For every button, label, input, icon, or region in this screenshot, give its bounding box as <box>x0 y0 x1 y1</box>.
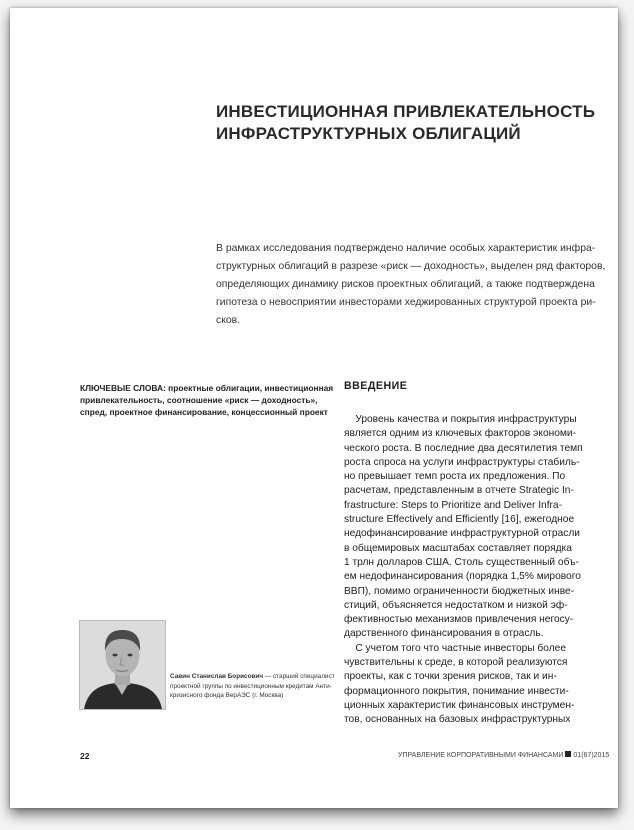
body-line: проекты, как с точки зрения рисков, так и ин- <box>344 671 557 683</box>
body-line: но превышает темп роста их предложения. По <box>344 471 566 483</box>
author-photo <box>79 620 166 710</box>
keywords-line: привлекательность, соотношение «риск — доходность», <box>80 395 318 405</box>
journal-issue: 01(67)2015 <box>573 752 610 759</box>
author-portrait-image <box>80 621 165 709</box>
square-separator-icon <box>565 751 571 757</box>
article-abstract <box>216 240 606 330</box>
body-line: Уровень качества и покрытия инфраструктуры <box>344 414 577 425</box>
article-body <box>344 413 589 728</box>
body-line: стиций, объясняется недостатком и низкой эф- <box>344 599 568 611</box>
abstract-line: гипотеза о невосприятии инвесторами хеджированных структурой проекта ри- <box>216 297 596 308</box>
title-line: ИНФРАСТРУКТУРНЫХ ОБЛИГАЦИЙ <box>216 124 521 143</box>
keywords-line: КЛЮЧЕВЫЕ СЛОВА: проектные облигации, инвестиционная <box>80 383 334 393</box>
abstract-line: определяющих динамику рисков проектных облигаций, а также подтверждена <box>216 279 595 290</box>
abstract-line: сков. <box>216 315 241 326</box>
section-heading-introduction: ВВЕДЕНИЕ <box>344 380 408 392</box>
body-line: ВВП), помимо ограниченности бюджетных инве- <box>344 585 575 597</box>
abstract-line: В рамках исследования подтверждено наличие особых характеристик инфра- <box>216 243 596 254</box>
author-desc: — старший специалист <box>263 673 335 680</box>
body-line: фективностью механизмов привлечения негосу- <box>344 614 574 626</box>
body-line: роста спроса на услуги инфраструктуры стабиль- <box>344 456 580 468</box>
body-line: 1 трлн долларов США. Столь существенный объ- <box>344 556 579 568</box>
author-name: Савин Станислав Борисович <box>170 673 264 680</box>
page-number: 22 <box>80 751 90 761</box>
body-line: формационного покрытия, понимание инвести- <box>344 685 569 697</box>
author-caption-line: проектной группы по инвестиционным кредитам Анти- <box>170 682 332 690</box>
journal-footer <box>398 751 610 759</box>
body-line: дарственного финансирования в отрасль. <box>344 628 544 640</box>
author-caption <box>170 672 340 701</box>
body-line: frastructure: Steps to Prioritize and Deliver Infra- <box>344 499 562 511</box>
journal-page <box>10 8 618 808</box>
body-line: ем недофинансирования (порядка 1,5% мирового <box>344 571 581 583</box>
title-line: ИНВЕСТИЦИОННАЯ ПРИВЛЕКАТЕЛЬНОСТЬ <box>216 102 596 121</box>
author-caption-line <box>170 672 340 682</box>
body-line: С учетом того что частные инвесторы более <box>344 642 566 654</box>
author-caption-line: кризисного фонда ВерАЭС (г. Москва) <box>170 692 284 699</box>
article-title <box>216 101 596 145</box>
body-line: structure Effectively and Efficiently [16], ежегодное <box>344 514 575 526</box>
journal-name: УПРАВЛЕНИЕ КОРПОРАТИВНЫМИ ФИНАНСАМИ <box>398 752 564 759</box>
keywords-line: спред, проектное финансирование, концессионный проект <box>80 407 328 417</box>
body-line: чувствительны к среде, в которой реализуются <box>344 657 568 669</box>
body-line: в общемировых масштабах составляет порядка <box>344 542 572 554</box>
body-line: является одним из ключевых факторов экономи- <box>344 428 576 440</box>
body-line: ционных характеристик финансовых инструмен- <box>344 699 575 711</box>
body-line: ческого роста. В последние два десятилетия темп <box>344 442 583 454</box>
keywords-block <box>80 382 334 418</box>
body-line: расчетам, представленным в отчете Strategic In- <box>344 485 574 497</box>
body-line: тов, основанных на базовых инфраструктурных <box>344 714 571 726</box>
abstract-line: структурных облигаций в разрезе «риск — доходность», выделен ряд факторов, <box>216 261 606 272</box>
body-line: недофинансирование инфраструктурной отрасли <box>344 528 580 540</box>
